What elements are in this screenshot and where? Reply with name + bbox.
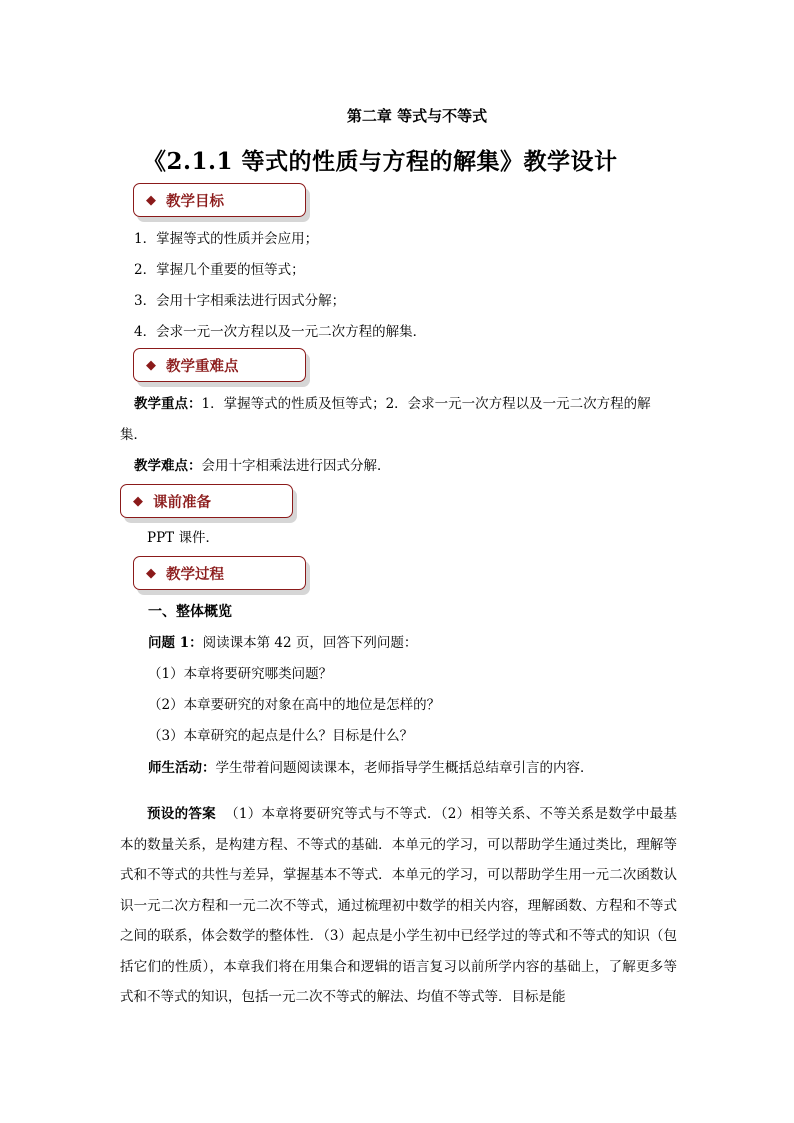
sub-question: （3）本章研究的起点是什么？目标是什么？: [148, 728, 414, 744]
objective-item: 4．会求一元一次方程以及一元二次方程的解集．: [134, 324, 427, 340]
diamond-bullet-icon: ◆: [146, 192, 156, 208]
section-label: 教学目标: [166, 193, 224, 210]
diamond-bullet-icon: ◆: [133, 493, 143, 509]
section-label: 教学过程: [166, 566, 224, 583]
diamond-bullet-icon: ◆: [146, 357, 156, 373]
section-header-process: [133, 556, 306, 590]
section-label: 教学重难点: [166, 358, 239, 375]
subheading-overview: 一、整体概览: [148, 604, 232, 620]
activity-line: [148, 759, 594, 777]
prep-text: PPT 课件．: [147, 530, 219, 546]
activity-text: 学生带着问题阅读课本，老师指导学生概括总结章引言的内容．: [215, 760, 594, 776]
key-point-line: [134, 395, 651, 413]
chapter-title: 第二章 等式与不等式: [346, 107, 488, 125]
activity-label: 师生活动：: [148, 760, 216, 776]
difficult-point-label: 教学难点：: [134, 458, 202, 474]
objective-item: 1．掌握等式的性质并会应用；: [134, 231, 319, 247]
sub-question: （1）本章将要研究哪类问题？: [148, 666, 333, 682]
section-header-objectives: [133, 183, 306, 217]
question-line: [148, 634, 417, 652]
key-point-label: 教学重点：: [134, 396, 202, 412]
question-text: 阅读课本第 42 页，回答下列问题：: [202, 635, 418, 651]
answer-label: 预设的答案: [147, 806, 216, 822]
sub-question: （2）本章要研究的对象在高中的地位是怎样的？: [148, 697, 441, 713]
objective-item: 2．掌握几个重要的恒等式；: [134, 262, 305, 278]
section-header-key-points: [133, 348, 306, 382]
diamond-bullet-icon: ◆: [146, 565, 156, 581]
objective-item: 3．会用十字相乘法进行因式分解；: [134, 293, 346, 309]
difficult-point-line: [134, 457, 391, 475]
difficult-point-text: 会用十字相乘法进行因式分解．: [201, 458, 391, 474]
section-label: 课前准备: [153, 494, 211, 511]
preset-answer-paragraph: [120, 799, 677, 1013]
section-header-prep: [120, 484, 293, 518]
key-point-text: 1．掌握等式的性质及恒等式；2．会求一元一次方程以及一元二次方程的解: [201, 396, 651, 412]
document-title: 《2.1.1 等式的性质与方程的解集》教学设计: [143, 148, 618, 175]
question-label: 问题 1：: [148, 635, 203, 651]
key-point-continuation: 集．: [120, 427, 147, 443]
answer-text: （1）本章将要研究等式与不等式．（2）相等关系、不等关系是数学中最基本的数量关系，是构建方程、不等式的基础．本单元的学习，可以帮助学生通过类比，理解等式和不等式的共性与差异，掌握基本不等式．本单元的学习，可以帮助学生用一元二次函数认识一元二次方程和一元二次不等式，通过梳理初中数学的相关内容，理解函数、方程和不等式之间的联系，体会数学的整体性．（3）起点是小学生初中已经学过的等式和不等式的知识（包括它们的性质），本章我们将在用集合和逻辑的语言复习以前所学内容的基础上，了解更多等式和不等式的知识，包括一元二次不等式的解法、均值不等式等．目标是能: [120, 806, 677, 1005]
